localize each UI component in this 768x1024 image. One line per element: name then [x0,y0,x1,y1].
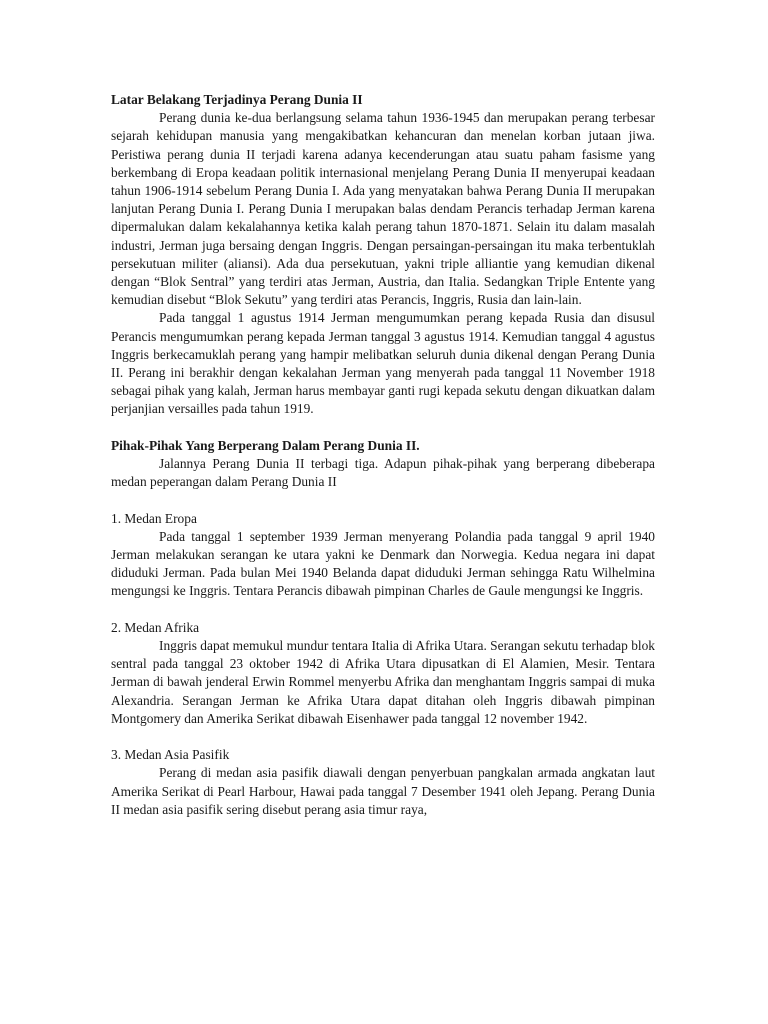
paragraph-medan-asia-pasifik: Perang di medan asia pasifik diawali dengan penyerbuan pangkalan armada angkatan laut Amerika Serikat di Pearl Harbour, Hawai pada tanggal 7 Desember 1941 oleh Jepang. Perang Dunia II medan asia pasifik sering disebut perang asia timur raya, [111,765,655,817]
spacer [111,419,655,437]
subheading-medan-afrika: 2. Medan Afrika [111,619,200,635]
subheading-medan-asia-pasifik: 3. Medan Asia Pasifik [111,747,230,763]
spacer [111,601,655,619]
spacer [111,728,655,746]
subheading-medan-eropa: 1. Medan Eropa [111,510,197,526]
paragraph-pihak-pihak: Jalannya Perang Dunia II terbagi tiga. Adapun pihak-pihak yang berperang dibeberapa medan peperangan dalam Perang Dunia II [111,456,655,490]
paragraph-latar-belakang-2: Pada tanggal 1 agustus 1914 Jerman mengumumkan perang kepada Rusia dan disusul Perancis mengumumkan perang kepada Jerman tanggal 3 agustus 1914. Kemudian tanggal 4 agustus Inggris berkecamuklah perang yang hampir melibatkan seluruh dunia dikenal dengan Perang Dunia II. Perang ini berakhir dengan kekalahan Jerman yang menyerah pada tanggal 11 November 1918 sebagai pihak yang kalah, Jerman harus membayar ganti rugi kepada sekutu dengan dikuatkan dalam perjanjian versailles pada tahun 1919. [111,310,655,417]
paragraph-medan-eropa: Pada tanggal 1 september 1939 Jerman menyerang Polandia pada tanggal 9 april 1940 Jerman melakukan serangan ke utara yakni ke Denmark dan Norwegia. Kedua negara ini dapat diduduki Jerman. Pada bulan Mei 1940 Belanda dapat diduduki Jerman sehingga Ratu Wilhelmina mengungsi ke Inggris. Tentara Perancis dibawah pimpinan Charles de Gaule mengungsi ke Inggris. [111,528,655,599]
paragraph-latar-belakang-1: Perang dunia ke-dua berlangsung selama tahun 1936-1945 dan merupakan perang terbesar sejarah kehidupan manusia yang mengakibatkan kehancuran dan menelan korban jutaan jiwa. Peristiwa perang dunia II terjadi karena adanya kecenderungan atau suatu paham fasisme yang berkembang di Eropa keadaan politik internasional menjelang Perang Dunia II menyerupai keadaan tahun 1906-1914 sebelum Perang Dunia I. Ada yang menyatakan bahwa Perang Dunia II merupakan lanjutan Perang Dunia I. Perang Dunia I merupakan balas dendam Perancis terhadap Jerman karena dipermalukan dalam kekalahannya ketika kalah perang tahun 1870-1871. Selain itu dalam masalah industri, Jerman juga bersaing dengan Inggris. Dengan persaingan-persaingan itu maka terbentuklah persekutuan militer (aliansi). Ada dua persekutuan, yakni triple alliantie yang kemudian dikenal dengan “Blok Sentral” yang terdiri atas Jerman, Austria, dan Italia. Sedangkan Triple Entente yang kemudian disebut “Blok Sekutu” yang terdiri atas Perancis, Inggris, Rusia dan lain-lain. [111,110,655,308]
heading-pihak-pihak: Pihak-Pihak Yang Berperang Dalam Perang Dunia II. [111,437,420,453]
document-page [111,91,655,819]
paragraph-medan-afrika: Inggris dapat memukul mundur tentara Italia di Afrika Utara. Serangan sekutu terhadap blok sentral pada tanggal 23 oktober 1942 di Afrika Utara dipusatkan di El Alamien, Mesir. Tentara Jerman di bawah jenderal Erwin Rommel menyerbu Afrika dan menghantam Inggris sampai di muka Alexandria. Serangan Jerman ke Afrika Utara dapat ditahan oleh Inggris dibawah pimpinan Montgomery dan Amerika Serikat dibawah Eisenhawer pada tanggal 12 november 1942. [111,638,655,726]
spacer [111,491,655,509]
heading-latar-belakang: Latar Belakang Terjadinya Perang Dunia II [111,92,363,107]
